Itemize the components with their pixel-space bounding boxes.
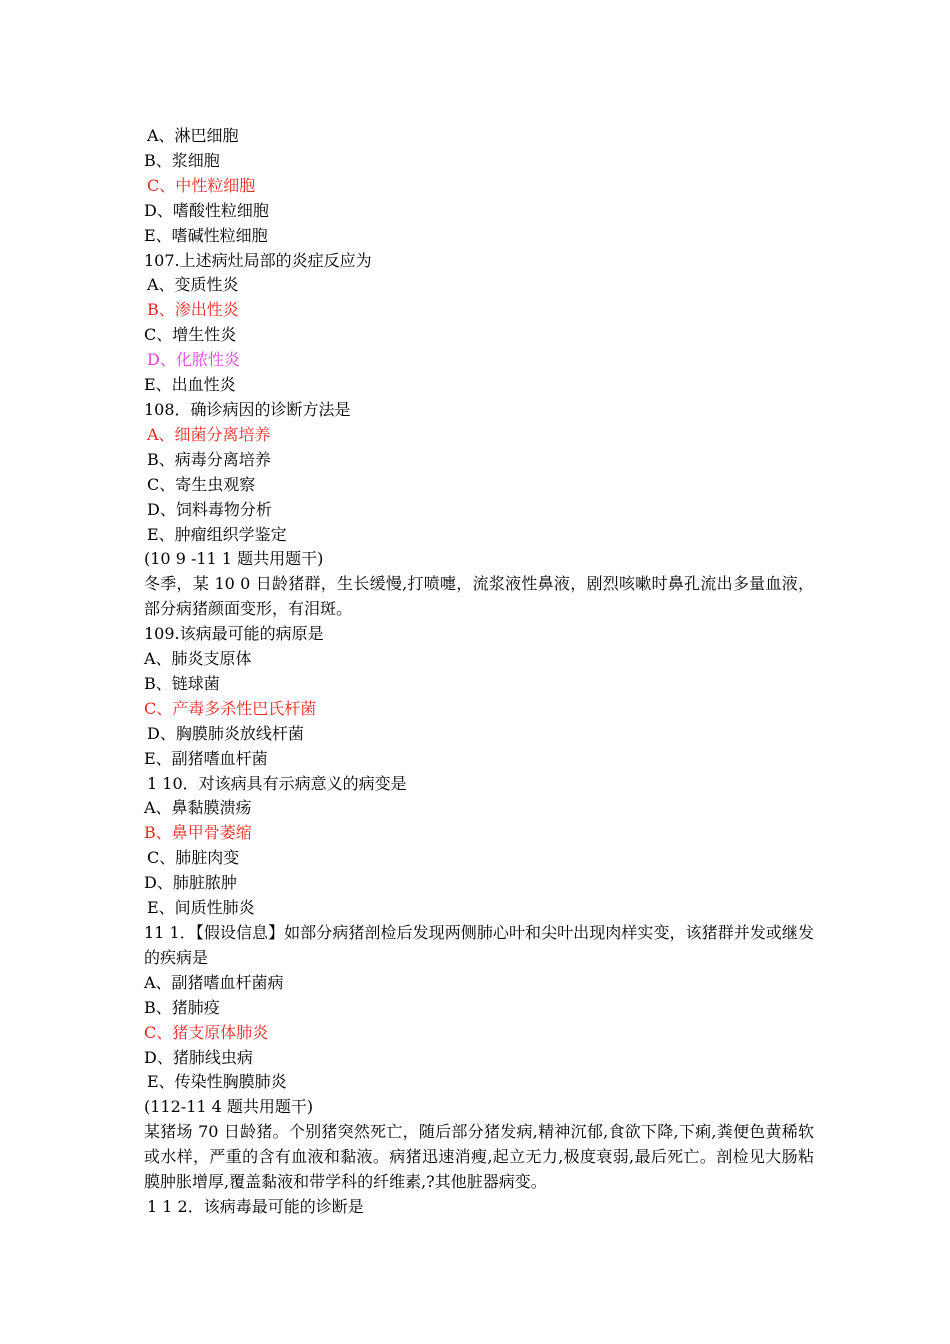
option-line: D、胸膜肺炎放线杆菌 [147,723,304,743]
document-page [144,124,814,1220]
option-line: C、肺脏肉变 [147,848,240,868]
option-line: E、嗜碱性粒细胞 [144,225,268,245]
question-line: 1 10．对该病具有示病意义的病变是 [147,773,407,793]
option-line: A、肺炎支原体 [144,649,252,669]
case-stem-paragraph: 某猪场 70 日龄猪。个别猪突然死亡，随后部分猪发病,精神沉郁,食欲下降,下痢,粪便色黄稀软或水样，严重的含有血液和黏液。病猪迅速消瘦,起立无力,极度衰弱,最后死亡。剖检见大肠粘膜肿胀增厚,覆盖黏液和带学科的纤维素,?其他脏器病变。 [144,1122,814,1192]
answer-option-line: B、渗出性炎 [147,300,239,320]
option-line: C、寄生虫观察 [147,474,256,494]
case-stem-paragraph: 冬季，某 10 0 日龄猪群，生长缓慢,打喷嚏，流浆液性鼻液，剧烈咳嗽时鼻孔流出多量血液，部分病猪颜面变形，有泪斑。 [144,574,814,619]
question-line: 109.该病最可能的病原是 [144,624,324,644]
option-line: B、病毒分离培养 [147,449,271,469]
option-line: E、间质性肺炎 [147,898,255,918]
highlighted-option-line: D、化脓性炎 [147,350,240,370]
option-line: A、变质性炎 [147,275,239,295]
option-line: B、链球菌 [144,673,220,693]
option-line: A、鼻黏膜溃疡 [144,798,252,818]
option-line: D、饲料毒物分析 [147,499,272,519]
section-header-line: (112-11 4 题共用题干) [144,1097,314,1117]
option-line: E、肿瘤组织学鉴定 [147,524,287,544]
option-line: E、传染性胸膜肺炎 [147,1072,287,1092]
option-line: A、副猪嗜血杆菌病 [144,972,284,992]
question-line: 108．确诊病因的诊断方法是 [144,399,351,419]
answer-option-line: C、猪支原体肺炎 [144,1022,269,1042]
option-line: D、肺脏脓肿 [144,873,237,893]
option-line: D、嗜酸性粒细胞 [144,200,269,220]
option-line: E、出血性炎 [144,375,236,395]
option-line: E、副猪嗜血杆菌 [144,748,268,768]
section-header-line: (10 9 -11 1 题共用题干) [144,549,324,569]
option-line: C、增生性炎 [144,325,237,345]
question-line: 107.上述病灶局部的炎症反应为 [144,250,372,270]
answer-option-line: C、产毒多杀性巴氏杆菌 [144,698,317,718]
option-line: A、淋巴细胞 [147,126,239,145]
answer-option-line: C、中性粒细胞 [147,175,256,195]
answer-option-line: B、鼻甲骨萎缩 [144,823,252,843]
option-line: B、浆细胞 [144,150,220,170]
question-line: 1 1 2．该病毒最可能的诊断是 [147,1196,364,1216]
option-line: D、猪肺线虫病 [144,1047,253,1067]
option-line: B、猪肺疫 [144,997,220,1017]
answer-option-line: A、细菌分离培养 [147,424,271,444]
question-paragraph: 11 1．【假设信息】如部分病猪剖检后发现两侧肺心叶和尖叶出现肉样实变，该猪群并发或继发的疾病是 [144,923,814,967]
